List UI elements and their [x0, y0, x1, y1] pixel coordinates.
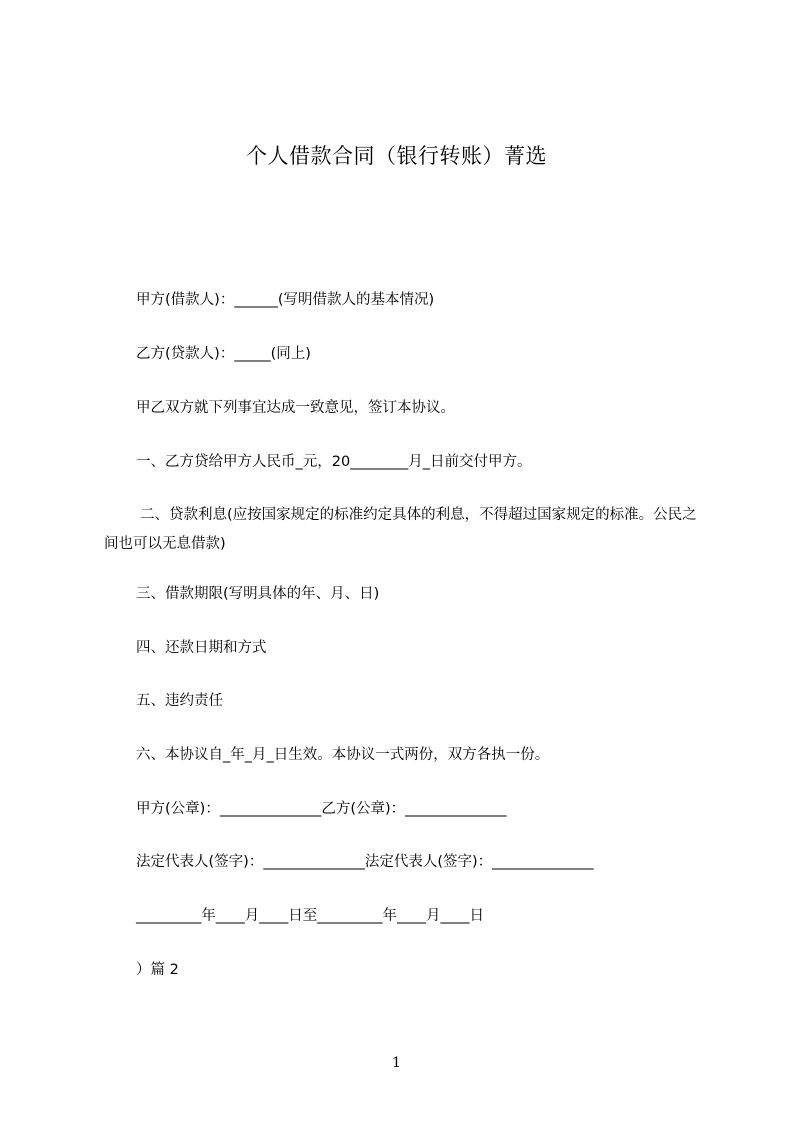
section-marker: ）篇 2 — [136, 962, 179, 978]
clause-3: 三、借款期限(写明具体的年、月、日) — [136, 586, 380, 602]
seal-line: 甲方(公章)：______________乙方(公章)：______________ — [136, 801, 507, 817]
party-b-line: 乙方(贷款人)：_____(同上) — [136, 346, 311, 362]
page-number: 1 — [392, 1055, 401, 1071]
signature-line: 法定代表人(签字)：______________法定代表人(签字)：______________ — [136, 854, 594, 870]
clause-4: 四、还款日期和方式 — [136, 640, 267, 656]
agreement-intro: 甲乙双方就下列事宜达成一致意见，签订本协议。 — [136, 400, 455, 416]
clause-6: 六、本协议自_年_月_日生效。本协议一式两份，双方各执一份。 — [136, 747, 550, 763]
date-range-line: _________年____月____日至_________年____月____日 — [136, 908, 484, 924]
clause-1: 一、乙方贷给甲方人民币_元，20________月_日前交付甲方。 — [136, 454, 532, 470]
document-title: 个人借款合同（银行转账）菁选 — [246, 144, 547, 168]
clause-2: 二、贷款利息(应按国家规定的标准约定具体的利息，不得超过国家规定的标准。公民之间也可以无息借款) — [104, 507, 697, 552]
party-a-line: 甲方(借款人)：______(写明借款人的基本情况) — [136, 292, 435, 308]
clause-5: 五、违约责任 — [136, 693, 223, 709]
